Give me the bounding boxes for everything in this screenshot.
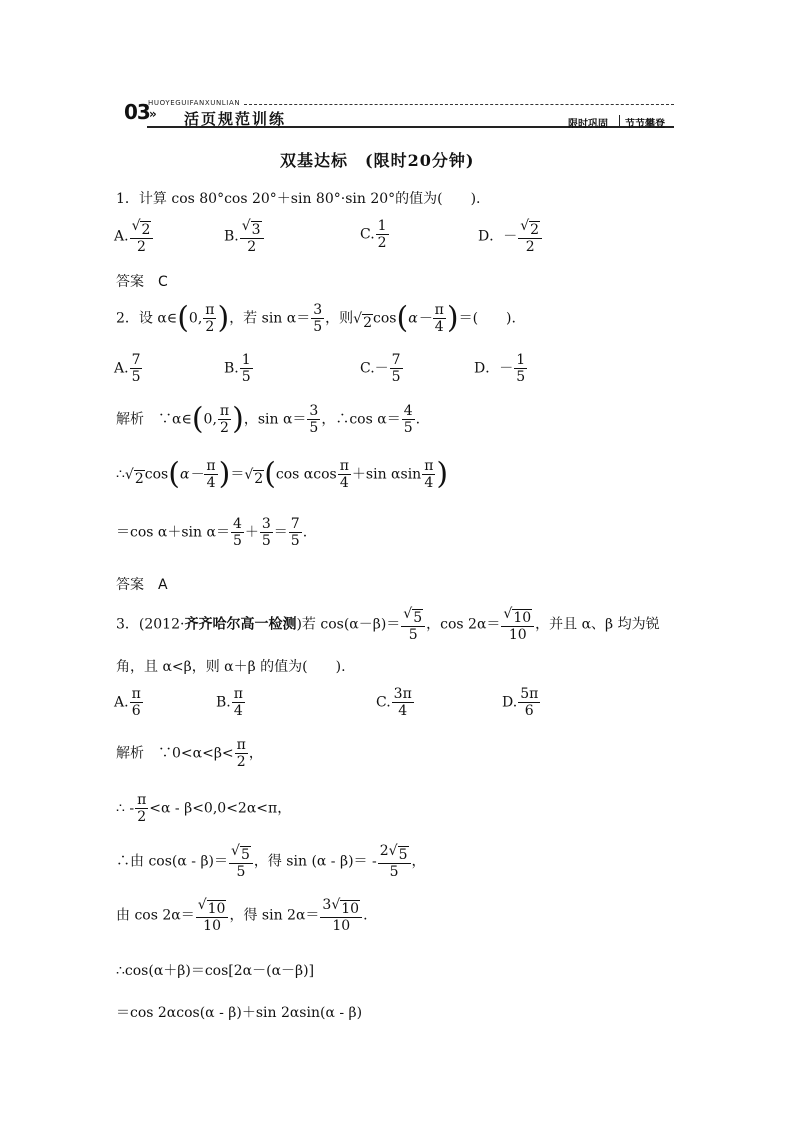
q3-stem-line-1: 3．(2012·齐齐哈尔高一检测)若 cos(α－β)＝ √ 5 5 ，cos 2α＝ √ 10 10 ，并且 α、β 均为锐 <box>116 606 660 644</box>
q1-option-b: B. √ 3 2 <box>224 218 265 255</box>
q3-solution-line-2: ∴ - $\frac{\pi}{2}$ <α - β<0,0<2α<π， <box>116 792 292 826</box>
q3-option-d: D. $\frac{5\pi}{6}$ <box>502 686 539 720</box>
header-tag-divider <box>619 115 620 126</box>
header-title: 活页规范训练 <box>184 110 287 128</box>
q3-solution-line-3: ∴由 cos(α - β)＝ √ 5 5 ，得 sin (α - β)＝ - 2 √ 5 5 ， <box>116 843 426 881</box>
q3-solution-line-6: ＝cos 2αcos(α - β)＋sin 2αsin(α - β) <box>116 1005 363 1021</box>
q2-option-b: B. $\frac{1}{5}$ <box>224 352 251 386</box>
header-tag-2: 节节攀登 <box>625 119 665 130</box>
q3-option-a: A. $\frac{\pi}{6}$ <box>114 686 141 720</box>
q1-option-c: C. $\frac{1}{2}$ <box>360 218 387 252</box>
q1-answer: 答案 C <box>116 274 168 290</box>
q2-option-c: C.－ $\frac{7}{5}$ <box>360 352 401 386</box>
q3-option-b: B. $\frac{\pi}{4}$ <box>216 686 243 720</box>
q1-stem: 1．计算 cos 80°cos 20°＋sin 80°·sin 20°的值为( ). <box>116 191 481 207</box>
q3-solution-line-1: 解析 ∵0<α<β< $\frac{\pi}{2}$ ， <box>116 737 263 771</box>
q3-option-c: C. $\frac{3\pi}{4}$ <box>376 686 412 720</box>
q2-option-d: D．－ $\frac{1}{5}$ <box>474 352 526 386</box>
chapter-number: 03 <box>124 100 150 124</box>
q2-solution-line-2: ∴ √ 2 cos(α－ $\frac{\pi}{4}$ )＝ √ 2 (cos αcos $\frac{\pi}{4}$ ＋sin αsin $\frac{\pi}{4}$ ) <box>116 456 449 492</box>
q2-solution-line-3: ＝cos α＋sin α＝ $\frac{4}{5}$ ＋ $\frac{3}{5}$ ＝ $\frac{7}{5}$ . <box>116 516 308 550</box>
chevron-right-icon: » <box>149 107 157 121</box>
header-dashed-rule <box>244 104 674 105</box>
q3-solution-line-5: ∴cos(α＋β)＝cos[2α－(α－β)] <box>116 963 315 979</box>
q2-option-a: A. $\frac{7}{5}$ <box>114 352 141 386</box>
q2-solution-line-1: 解析 ∵α∈(0, $\frac{\pi}{2}$ )，sin α＝ $\frac{3}{5}$ ，∴cos α＝ $\frac{4}{5}$ . <box>116 401 421 437</box>
header-pinyin: HUOYEGUIFANXUNLIAN <box>148 99 241 107</box>
q2-answer: 答案 A <box>116 577 168 593</box>
q1-option-d: D．－ √ 2 2 <box>478 218 543 255</box>
q1-option-a: A. √ 2 2 <box>114 218 154 255</box>
section-title: 双基达标 (限时20分钟) <box>280 151 475 170</box>
q2-stem: 2．设 α∈(0, $\frac{\pi}{2}$ )，若 sin α＝ $\frac{3}{5}$ ，则 √ 2 cos(α－ $\frac{\pi}{4}$ )＝( ). <box>116 300 516 336</box>
q3-solution-line-4: 由 cos 2α＝ √ 10 10 ，得 sin 2α＝ 3 √ 10 10 . <box>116 897 368 935</box>
header-tag-1: 限时巩固 <box>568 119 608 130</box>
q3-stem-line-2: 角，且 α<β，则 α＋β 的值为( ). <box>116 659 346 675</box>
